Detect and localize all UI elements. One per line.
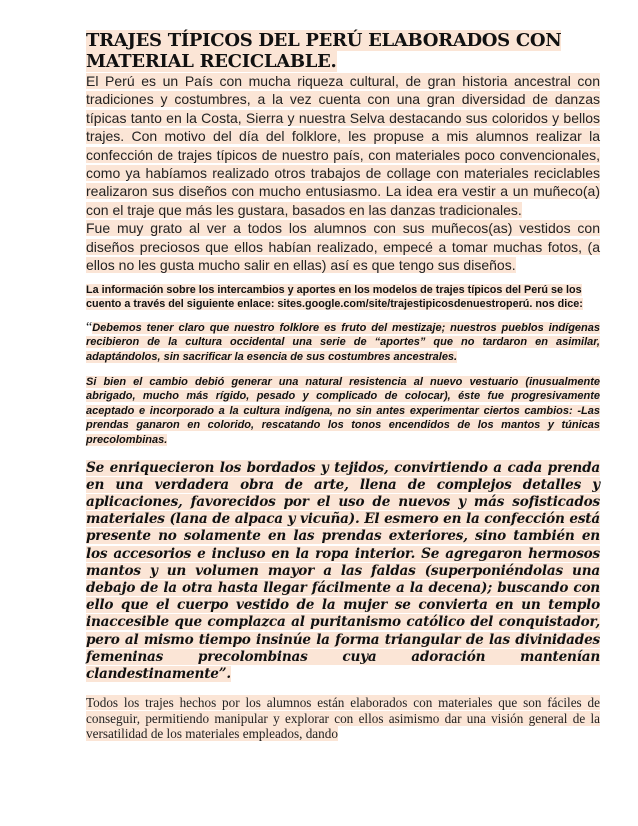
title-text: TRAJES TÍPICOS DEL PERÚ ELABORADOS CON MATERIAL RECICLABLE. — [86, 30, 562, 72]
quote-3-text: Se enriquecieron los bordados y tejidos, convirtiendo a cada prenda en una verdadera obra de arte, llena de complejos detalles y aplicaciones, favorecidos por el uso de nuevos y más sofisticados materiales (lana de alpaca y vicuña). El esmero en la confección está presente no solamente en las prendas exteriores, sino también en los accesorios e incluso en la ropa interior. Se agregaron hermosos mantos y un volumen mayor a las faldas (superponiéndolas una debajo de la otra hasta llegar fácilmente a la decena); buscando con ello que el cuerpo vestido de la mujer se convierta en un templo inaccesible que complazca al puritanismo católico del conquistador, pero al mismo tiempo insinúe la forma triangular de las divinidades femeninas precolombinas cuya adoración mantenían clandestinamente”. — [86, 459, 600, 683]
quote-paragraph-3 — [86, 460, 600, 684]
quote-1-text: Debemos tener claro que nuestro folklore es fruto del mestizaje; nuestros pueblos indígenas recibieron de la cultura occidental una serie de “aportes” que no tardaron en asimilar, adaptándolos, sin sacrificar la esencia de sus costumbres ancestrales. — [86, 321, 600, 364]
closing-paragraph — [86, 695, 600, 742]
info-text: La información sobre los intercambios y aportes en los modelos de trajes típicos del Perú se los cuento a través del siguiente enlace: sites.google.com/site/trajestipicosdenuestroperú. nos dice: — [86, 284, 583, 310]
quote-open-mark: “ — [86, 319, 93, 335]
intro-text: El Perú es un País con mucha riqueza cultural, de gran historia ancestral con tradiciones y costumbres, a la vez cuenta con una gran diversidad de danzas típicas tanto en la Costa, Sierra y nuestra Selva destacando sus coloridos y bellos trajes. Con motivo del día del folklore, les propuse a mis alumnos realizar la confección de trajes típicos de nuestro país, con materiales poco convencionales, como ya habíamos realizado otros trabajos de collage con materiales reciclables realizaron sus diseños con mucho entusiasmo. La idea era vestir a un muñeco(a) con el traje que más les gustara, basados en las danzas tradicionales. — [86, 73, 600, 218]
quote-paragraph-1 — [86, 321, 600, 365]
second-text: Fue muy grato al ver a todos los alumnos con sus muñecos(as) vestidos con diseños preciosos que ellos habían realizado, empecé a tomar muchas fotos, (a ellos no les gusta mucho salir en ellas) así es que tengo sus diseños. — [86, 220, 600, 274]
quote-2-text: Si bien el cambio debió generar una natural resistencia al nuevo vestuario (inusualmente abrigado, mucho más rígido, pesado y complicado de colocar), éste fue progresivamente aceptado e incorporado a la cultura indígena, no sin antes experimentar ciertos cambios: -Las prendas ganaron en colorido, rescatando los tonos encendidos de los mantos y túnicas precolombinas. — [86, 375, 600, 447]
quote-paragraph-2 — [86, 375, 600, 448]
closing-text: Todos los trajes hechos por los alumnos están elaborados con materiales que son fáciles de conseguir, permitiendo manipular y explorar con ellos asimismo dar una visión general de la versatilidad de los materiales empleados, dando — [86, 695, 600, 742]
second-paragraph — [86, 219, 600, 274]
intro-paragraph — [86, 72, 600, 219]
document-title — [86, 30, 600, 72]
info-paragraph — [86, 284, 600, 310]
document-page — [86, 30, 600, 742]
